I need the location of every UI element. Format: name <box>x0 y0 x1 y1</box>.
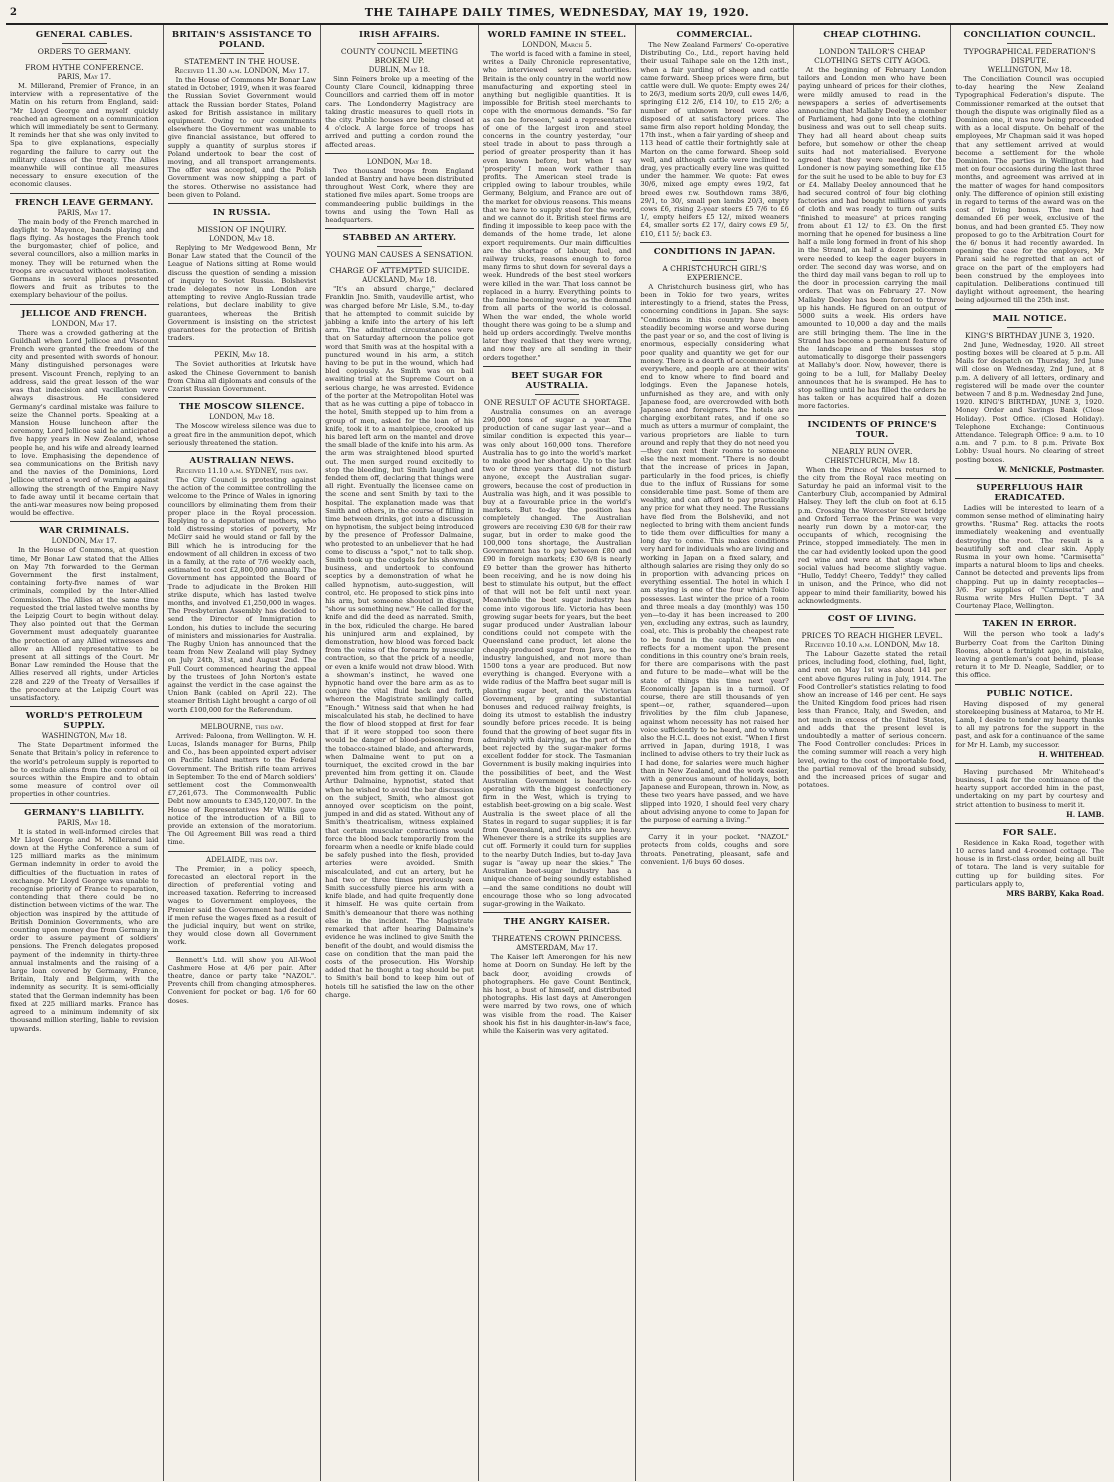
article-headline: WORLD FAMINE IN STEEL. <box>487 30 627 40</box>
article-body: Having purchased Mr Whitehead's business, I ask for the continuance of the hearty support accorded him in the past, undertaking on my part by courtesy and strict attention to business to merit it. <box>955 767 1105 809</box>
article-body: Carry it in your pocket. "NAZOL" protects from colds, coughs and sore throats. Penetrating, pleasant, safe and convenient. 1/6 buys 60 doses. <box>640 833 789 866</box>
article-body: Australia consumes on an average 290,000 tons of sugar a year. The production of cane sugar last year—and a similar condition is expected this year—was only about 160,000 tons. Therefore Australia has to go into the world's market to make good her shortage. Up to the last two or three years that did not disturb anyone, except the Australian sugar-growers, because the cost of production in Australia was high, and it was possible to buy at a favourable price in the world's markets. But to-day the position has completely changed. The Australian growers are receiving £30 6/8 for their raw sugar, but in order to make good the 100,000 tons shortage, the Australian Government has to pay between £80 and £90 in foreign markets; £30 6/8 is nearly £9 better than the grower has hitherto been receiving, and he is now doing his best to stimulate his output, but the effect of that will not be felt until next year. Meanwhile the beet sugar industry has come into vigorous life. Victoria has been growing sugar beets for years, but the beet sugar produced under Australian labour conditions could not compete with the Queensland cane product, let alone the cheaply-produced sugar from Java, so the industry languished, and not more than 1500 tons a year are produced. But now everything is changed. Everyone with a wide radius of the Maffra beet sugar mill is planting sugar beet, and the Victorian Government, by granting substantial bonuses and reduced railway freights, is doing its utmost to establish the industry soundly before prices recede. It is being found that the growing of beet sugar fits in admirably with dairying, as the part of the beet rejected by the sugar-maker forms excellent fodder for stock. The Tasmanian Government is busily making inquiries into the possibilities of beet, and the West Australian Government is heartily co-operating with the biggest confectionery firm in the West, which is trying to establish beet-growing on a big scale. West Australia is the sweet place of all the States in regard to sugar supplies; it is far from Queensland, and freights are heavy. Whenever there is a strike its supplies are cut off. Formerly it could turn for supplies to the nearby Dutch Indies, but to-day Java sugar is "away up near the skies." The Australian beet-sugar industry has a unique chance of being soundly established—and the same conditions no doubt will encourage those who so long advocated sugar-growing in the Waikato. <box>482 407 632 908</box>
headline-rule <box>850 443 895 444</box>
article-dateline: DUBLIN, May 18. <box>368 66 431 74</box>
column-1 <box>6 25 164 1481</box>
article-headline: BRITAIN'S ASSISTANCE TO POLAND. <box>171 30 312 50</box>
article <box>955 619 1104 679</box>
article <box>955 314 1104 474</box>
column-6 <box>794 25 952 1481</box>
headline-rule <box>220 53 265 54</box>
article-separator <box>640 828 789 829</box>
article <box>798 30 947 411</box>
article <box>10 198 159 300</box>
article <box>483 30 632 362</box>
column-3 <box>321 25 479 1481</box>
article <box>483 371 632 908</box>
article-dateline: Received 11.10 a.m. SYDNEY, this day. <box>175 466 308 475</box>
article-headline: IRISH AFFAIRS. <box>358 30 440 40</box>
article-body: The State Department informed the Senate that Britain's policy in reference to the world's petroleum supply is reported to be to exclude aliens from the control of oil sources within the Empire and to obtain some measure of control over oil properties in other countries. <box>10 741 159 799</box>
article-headline: THE ANGRY KAISER. <box>503 917 611 928</box>
article-headline: COMMERCIAL. <box>676 30 753 40</box>
article-headline: AUSTRALIAN NEWS. <box>189 455 295 466</box>
column-7 <box>951 25 1108 1481</box>
article <box>955 828 1104 898</box>
article <box>168 723 317 847</box>
article-headline: BEET SUGAR FOR AUSTRALIA. <box>511 370 603 391</box>
article-headline: IN RUSSIA. <box>212 208 271 219</box>
article <box>640 30 789 238</box>
article-headline: TAKEN IN ERROR. <box>982 619 1077 630</box>
headline-rule <box>377 246 422 247</box>
article <box>798 614 947 789</box>
article-separator <box>955 684 1104 685</box>
article-body: 2nd June, Wednesday, 1920. All street posting boxes will be cleared at 5 p.m. All Mails for despatch on Thursday, 3rd June will close on Wednesday, 2nd June, at 8 p.m. A delivery of all letters, ordinary and registered will be made over the counter between 7 and 8 p.m. Wednesday 2nd June, 1920. KING'S BIRTHDAY, JUNE 3, 1920. Money Order and Savings Bank (Close Holiday). Post Office. (Closed Holiday). Telephone Exchange: Continuous Attendance. Telegraph Office: 9 a.m. to 10 a.m. and 7 p.m. to 8 p.m. Private Box Lobby: Usual hours. No clearing of street posting boxes. <box>955 340 1105 464</box>
article-separator <box>168 851 317 852</box>
article-body: Ladies will be interested to learn of a common sense method of eliminating hairy growths. "Rusma" Reg. attacks the roots immediately weakening and eventually destroying the root. The result is a beautifully soft and clear skin. Apply Rusma in your own home. "Carmisetta" imparts a natural bloom to lips and cheeks. Cannot be detected and prevents lips from chapping. Put up in dainty receptacles—3/6. For supplies of "Carmisetta" and Rusma write Mrs Hullen Dept. T 3A Courtenay Place, Wellington. <box>955 503 1105 611</box>
headline-rule <box>850 627 895 628</box>
article-subheadline: TYPOGRAPHICAL FEDERATION'S DISPUTE. <box>963 47 1096 65</box>
article <box>10 808 159 1033</box>
article-body: The Conciliation Council was occupied to-day hearing the New Zealand Typographical Federation's dispute. The Commissioner remarked at the outset that though the dispute was originally filed as a Dominion one, it was now being proceeded with as a local dispute. On behalf of the employees, Mr Chapman said it was hoped that any settlement arrived at would become a settlement for the whole Dominion. The parties in Wellington had met on four occasions during the last three months, and agreement was arrived at in the matter of wages for hand compositors only. The difference of opinion still existing in regard to terms of the award was on the cost of living bonus. The men had demanded £6 per week, exclusive of the bonus, and had been granted £5. They now proposed to go to the Arbitration Court for the 6/ bonus it had recently awarded. In opening the case for the employers, Mr Parani said he regretted that an act of grace on the part of the employers had been construed by the employees into capitulation. Deliberations continued till daylight without agreement, the hearing being adjourned till the 25th inst. <box>955 75 1105 305</box>
article-dateline: LONDON, May 18. <box>209 235 275 244</box>
article-headline: CHEAP CLOTHING. <box>823 30 922 40</box>
article-headline: CONDITIONS IN JAPAN. <box>653 246 776 257</box>
headline-rule <box>535 394 580 395</box>
article-headline: PUBLIC NOTICE. <box>986 688 1074 699</box>
article <box>325 158 474 224</box>
article-separator <box>798 609 947 610</box>
article-body: It is stated in well-informed circles that Mr Lloyd George and M. Millerand laid down at the Hythe Conference a sum of 125 milliard marks as the minimum German indemnity in order to avoid the difficulties of the fluctuation in rates of exchange. Mr Lloyd George was unable to recognise priority of France to reparation, contending that there could be no distinction between victims of the war. The objection was inspired by the attitude of British Dominion Governments, who are counting upon money due from Germany in order to assure payment of soldiers' pensions. The French delegates proposed payment of the indemnity in thirty-three annual instalments and the raising of a large loan covered by Germany, France, Britain, Italy and Belgium, with the indemnity as security. It is semi-officially stated that the German indemnity has been fixed at 225 milliard marks. France has agreed to a minimum indemnity of six thousand million sterling, liable to revision upwards. <box>10 827 159 1033</box>
article-subheadline: ORDERS TO GERMANY. <box>37 47 131 56</box>
column-2 <box>164 25 322 1481</box>
article-separator <box>955 614 1104 615</box>
article-subheadline: CHARGE OF ATTEMPTED SUICIDE. <box>329 266 470 276</box>
article <box>10 526 159 702</box>
article-separator <box>10 193 159 194</box>
article-dateline: PARIS, May 17. <box>57 208 111 217</box>
article-separator <box>10 706 159 707</box>
headline-rule <box>535 930 580 931</box>
article-separator <box>483 366 632 367</box>
article-separator <box>168 451 317 452</box>
article-subheadline: YOUNG MAN CAUSES A SENSATION. <box>325 250 474 260</box>
article-separator <box>10 521 159 522</box>
article-dateline: LONDON, March 5. <box>522 41 592 49</box>
article-dateline: Received 11.30 a.m. LONDON, May 17. <box>174 67 310 75</box>
article-body: Replying to Mr Wedgewood Benn, Mr Bonar Law stated that the Council of the League of Nations sitting at Rome would discuss the question of sending a mission of inquiry to Soviet Russia. Bolshevist trade delegates now in London are attempting to revive Anglo-Russian trade relations, but declare inability to give guarantees, whereas the British Government is insisting on the strictest guarantees for the protection of British traders. <box>167 244 317 343</box>
article-separator <box>325 153 474 154</box>
article <box>483 917 632 1035</box>
article-dateline: Received 10.10 a.m. LONDON, May 18. <box>804 640 940 649</box>
article-body: There was a crowded gathering at the Guildhall when Lord Jellicoe and Viscount French were granted the freedom of the city and presented with swords of honour. Many distinguished personages were present. Viscount French, replying to an address, said the great lesson of the war was that indecision and vacillation were always disastrous. He considered Germany's cardinal mistake was failure to seize the Channel ports. Speaking at a Mansion House luncheon after the ceremony, Lord Jellicoe said he anticipated five happy years in New Zealand, whose people he, and his wife and already learned to love. Emphasising the dependence of sea communications on the British navy and the navies of the Dominions, Lord Jellicoe uttered a word of warning against allowing the strength of the Empire Navy to fade away until it became certain that the anti-war measures now being proposed would be effective. <box>10 328 159 518</box>
article <box>10 309 159 518</box>
masthead-title: THE TAIHAPE DAILY TIMES, WEDNESDAY, MAY 19, 1920. <box>364 6 750 19</box>
article-dateline: LONDON, May 18. <box>209 413 275 422</box>
article <box>168 351 317 393</box>
page-number: 2 <box>10 7 18 18</box>
article-subheadline: COUNTY COUNCIL MEETING BROKEN UP. <box>340 47 458 65</box>
article-headline: GERMANY'S LIABILITY. <box>24 807 145 818</box>
headline-rule <box>62 43 107 44</box>
article-separator <box>955 478 1104 479</box>
article-headline: COST OF LIVING. <box>827 613 917 624</box>
article <box>955 30 1104 305</box>
article-body: Arrived: Paloona, from Wellington. W. H. Lucas, Islands manager for Burns, Philp and Co., has been appointed expert adviser on Pacific Island matters to the Federal Government. The British rifle team arrives in September. To the end of March soldiers' settlement cost the Commonwealth £7,261,673. The Commonwealth Public Debt now amounts to £345,120,007. In the House of Representatives Mr Willis gave notice of the introduction of a Bill to provide an extension of the moratorium. The Oil Agreement Bill was read a third time. <box>167 731 317 847</box>
article-dateline: PARIS, May 18. <box>57 818 111 827</box>
article-separator <box>168 718 317 719</box>
article <box>955 768 1104 819</box>
article-subheadline: LONDON TAILOR'S CHEAP CLOTHING SETS CITY AGOG. <box>814 47 931 65</box>
columns-container <box>6 25 1108 1481</box>
article-subheadline: FROM HYTHE CONFERENCE. <box>25 63 144 72</box>
article-body: The Premier, in a policy speech, forecasted an electoral report in the direction of preferential voting and increased taxation. Referring to increased wages to Government employees, the Premier said the Government had decided if men refuse the wages fixed as a result of the judicial inquiry, but went on strike, they would close down all Government work. <box>167 864 317 947</box>
article-signature: MRS BARBY, Kaka Road. <box>1006 889 1105 899</box>
headline-rule <box>377 262 422 263</box>
article-headline: MAIL NOTICE. <box>992 313 1067 324</box>
article-dateline: MELBOURNE, this day. <box>200 722 284 731</box>
article-headline: CONCILIATION COUNCIL. <box>963 30 1097 40</box>
article <box>168 856 317 947</box>
article-body: The Labour Gazette stated the retail prices, including food, clothing, fuel, light, and rent on May 1st was about 141 per cent above figures ruling in July, 1914. The Food Controller's statistics relating to food show an increase of 146 per cent. He says the United Kingdom food prices had risen less than France, Italy, and Sweden, and not much in excess of the United States, and adds that the present level is undoubtedly a matter of serious concern. The Food Controller concludes: Prices in the coming summer will reach a very high level, owing to the cost of importable food, the partial removal of the bread subsidy, and the increased prices of sugar and potatoes. <box>797 649 947 790</box>
article-headline: SUPERFLUOUS HAIR ERADICATED. <box>976 482 1084 503</box>
article-dateline: LONDON, May 17. <box>51 537 117 546</box>
article-signature: H. WHITEHEAD. <box>1038 749 1105 759</box>
article <box>640 833 789 866</box>
article-body: Will the person who took a lady's Burberry Coat from the Carlton Dining Rooms, about a fortnight ago, in mistake, leaving a gentleman's coat behind, please return it to Mr D. Neagle, Saddler, or to this office. <box>955 630 1105 680</box>
article <box>168 956 317 1005</box>
article-separator <box>955 823 1104 824</box>
article-separator <box>168 346 317 347</box>
article-subheadline: PRICES TO REACH HIGHER LEVEL. <box>801 630 943 640</box>
headline-rule <box>377 43 422 44</box>
column-5 <box>636 25 794 1481</box>
article-dateline: AMSTERDAM, May 17. <box>516 944 598 953</box>
article-body: At the beginning of February London tailors and London men who have been paying unheard of prices for their clothes, were mildly amused to read in the newspapers a series of advertisements announcing that Mallaby Deeley, a member of Parliament, had gone into the clothing business and was out to sell cheap suits. They had all heard about cheap suits before, but somehow or other the cheap suits had not materialised. Everyone agreed that they were needed, for the Londoner is now paying something like £15 for the suit he used to be able to buy for £3 or £4. Mallaby Deeley announced that he had secured control of four big clothing factories and had bought millions of yards of cloth and was ready to turn out suits "finished to measure" at prices ranging from about £1 12/ to £3. On the first morning that he opened for business a line half a mile long formed in front of his shop in the Strand, an half a dozen policemen were needed to keep the eager buyers in order. The second day was worse, and on the third day mail vans began to roll up to the door in procession carrying the mail orders. That was on February 27. Now Mallaby Deeley has been forced to throw up his hands. He figured on an output of 5000 suits a week. His orders have amounted to 10,000 a day and the mails are still bringing them. The line in the Strand has become a permanent feature of the landscape and the busses stop automatically to disgorge their passengers at Mallaby's door. Now, however, there is going to be a lull, for Mallaby Deeley announces that he is swamped. He has to stop selling until he has filled the orders he has taken or has acquired half a dozen more factories. <box>797 66 947 411</box>
article-dateline: LONDON, May 18. <box>366 157 433 166</box>
article-body: Bennett's Ltd. will show you All-Wool Cashmere Hose at 4/6 per pair. After theatre, dance or party take "NAZOL". Prevents chill from changing atmospheres. Convenient for pocket or bag. 1/6 for 60 doses. <box>167 955 317 1005</box>
article-body: Residence in Kaka Road, together with 10 acres land and 4-roomed cottage. The house is in first-class order, being all built of totara. The land is very suitable for cutting up for building sites. For particulars apply to, <box>955 838 1105 888</box>
article-headline: FRENCH LEAVE GERMANY. <box>15 197 154 208</box>
article-subheadline: MISSION OF INQUIRY. <box>197 225 287 235</box>
article-headline: INCIDENTS OF PRINCE'S TOUR. <box>807 419 937 440</box>
article-headline: STABBED AN ARTERY. <box>342 233 457 244</box>
article-separator <box>483 912 632 913</box>
headline-rule <box>1007 43 1052 44</box>
article <box>955 483 1104 611</box>
article-separator <box>325 228 474 229</box>
article-separator <box>168 203 317 204</box>
article-signature: W. McNICKLE, Postmaster. <box>997 464 1105 474</box>
article-body: The world is faced with a famine in steel, writes a Daily Chronicle representative, who interviewed several authorities. Britain is the only country in the world now manufacturing and exporting steel in anything but negligible quantities. It is impossible for British steel merchants to cope with the enormous demands. "So far as can be foreseen," said a representative of one of the largest iron and steel concerns in the country yesterday, "our steel trade in about to pass through a period of greater prosperity than it has even known before, but when I say 'prosperity' I mean work rather than profits. The American steel trade is crippled owing to labour troubles, while Germany, Belgium, and France are out of the market for obvious reasons. This means that we have to supply steel for the world, and we cannot do it. British steel firms are finding it impossible to keep pace with the demands of the home trade, let alone export requirements. Our main difficulties are the shortage of labour, fuel, and railway trucks, reasons enough to force many firms to shut down for several days a week. Hundreds of the best steel workers were killed in the war. That loss cannot be replaced in a hurry. Everything points to the famine becoming worse, as the demand from all parts of the world is colossal. When the war ended, the whole world thought there was going to be a slump and held up orders accordingly. Twelve months later they realised that they were wrong, and now they are all sending in their orders together." <box>482 50 632 362</box>
article-body: The Soviet authorities at Irkutsk have asked the Chinese Government to banish from China all diplomats and consuls of the Czarist Russian Government. <box>167 360 317 394</box>
article-body: A Christchurch business girl, who has been in Tokio for two years, writes interestingly to a friend, states the Press, concerning conditions in Japan. She says: "Conditions in this country have been steadily becoming worse and worse during the past year or so, and the cost of living is enormous, especially considering what poor quality and quantity we get for our money. There is a dearth of accommodation everywhere, and people are at their wits' end to know where to find board and lodgings. Even the Japanese hotels, unfurnished as they are, and with only Japanese food, are overcrowded with both Japanese and foreigners. The hotels are charging exorbitant rates, and if one so much as utters a murmur of complaint, the various proprietors are liable to turn around and reply that they do not need you—they can rent their rooms to someone else the next moment. "There is no doubt that the increase of prices in Japan, particularly in the food prices, is chiefly due to the influx of Russians for some considerable time past. Some of them are wealthy, and can afford to pay practically any price for what they need. The Russians have fled from the Bolsheviki, and not neglected to bring with them ancient funds to tide them over difficulties for many a long day to come. This makes conditions very hard for individuals who are living and working in Japan on a fixed salary, and although salaries are rising they only do so in proportion with advancing prices on everything essential. The hotel in which I am staying is one of the four which Tokio possesses. Last winter the price of a room and three meals a day (monthly) was 150 yen—to-day it has been increased to 200 yen, excluding any extras, such as laundry, coal, etc. This is probably the cheapest rate to be found in the capital. "When one reflects for a moment upon the present conditions in this country one's brain reels, for there are comparisons with the past and future to be made—what will be the state of things this time next year? Economically Japan is in a turmoil. Of course, there are still thousands of yen spent—or, rather, squandered—upon frivolities by the film club Japanese, against whom necessity has not raised her voice sufficiently to be heard, and to whom also the H.C.L. does not exist. "When I first arrived in Japan, during 1918, I was inclined to advise others to try their luck as I had done, for salaries were much higher than in New Zealand, and the work easier, with a generous amount of holidays, both Japanese and European, thrown in. Now, as these two years have passed, and we have slipped into 1920, I should feel very chary about advising anyone to come to Japan for the purpose of earning a living." <box>640 282 789 825</box>
article-headline: THE MOSCOW SILENCE. <box>179 402 305 413</box>
article-separator <box>10 304 159 305</box>
article-body: In the House of Commons, at question time, Mr Bonar Law stated that the Allies on May 7th forwarded to the German Government the first instalment, containing forty-five names of war criminals, compiled by the Inter-Allied Commission. The Allies at the same time requested the trial lasted twelve months by the Leipzig Court to begin without delay. They also pointed out that the German Government must adequately guarantee the protection of any Allied witnesses and allow an Allied representative to be present at all sittings of the Court. Mr Bonar Law reminded the House that the Allies reserved all rights, under Articles 228 and 229 of the Treaty of Versailles if the procedure at the Leipzig Court was unsatisfactory. <box>10 546 159 702</box>
article-separator <box>10 803 159 804</box>
article-dateline: PEKIN, May 18. <box>214 351 270 360</box>
headline-rule <box>692 260 737 261</box>
article-separator <box>955 309 1104 310</box>
article-dateline: AUCKLAND, May 18. <box>362 276 437 285</box>
column-4 <box>479 25 637 1481</box>
article-dateline: LONDON, May 17. <box>51 319 117 328</box>
article <box>955 689 1104 759</box>
article-headline: WAR CRIMINALS. <box>39 526 130 537</box>
article-separator <box>640 242 789 243</box>
article <box>168 402 317 447</box>
article-separator <box>798 415 947 416</box>
article-subheadline: ONE RESULT OF ACUTE SHORTAGE. <box>483 397 631 407</box>
article-subheadline: STATEMENT IN THE HOUSE. <box>184 57 300 66</box>
article-separator <box>955 763 1104 764</box>
headline-rule <box>1007 327 1052 328</box>
article-dateline: CHRISTCHURCH, May 18. <box>824 456 920 465</box>
article-dateline: WASHINGTON, May 18. <box>41 732 127 741</box>
article-body: The City Council is protesting against the action of the committee controlling the welcome to the Prince of Wales in ignoring councillors by eliminating them from their proper place in the Royal procession. Replying to a deputation of mothers, who told distressing stories of poverty, Mr McGirr said he would stand or fall by the Bill which he is introducing for the endowment of all children in excess of two in a family, at the rate of 7/6 weekly each, estimated to cost £2,800,000 annually. The Government has appointed the Board of Trade to adjudicate in the Broken Hill strike dispute, which has lasted twelve months, and involved £1,250,000 in wages. The Presbyterian Assembly has decided to send the Director of Immigration to London, his duties to include the securing of ministers and missionaries for Australia. The Rugby Union has announced that the team from New Zealand will play Sydney on July 24th, 31st, and August 2nd. The Full Court commenced hearing the appeal by the trustees of John Norton's estate against the verdict in the case against the Union Bank (cabled on April 22). The steamer British Light brought a cargo of oil worth £100,000 for the Referendum. <box>167 475 317 714</box>
article-headline: FOR SALE. <box>1002 827 1057 838</box>
article-subheadline: NEARLY RUN OVER. <box>831 446 913 456</box>
article-body: Having disposed of my general storekeeping business at Mataroa, to Mr H. Lamb, I desire to tender my hearty thanks to all my patrons for the support in the past, and ask for a continuance of the same for Mr H. Lamb, my successor. <box>955 699 1105 749</box>
article-headline: GENERAL CABLES. <box>35 30 133 40</box>
headline-rule <box>850 43 895 44</box>
article-signature: H. LAMB. <box>1066 809 1105 819</box>
article-body: Two thousand troops from England landed at Bantry and have been distributed throughout West Cork, where they are stationed five miles apart. Some troops are commandeering public buildings in the towns and using the Town Hall as headquarters. <box>325 166 474 225</box>
article-body: The Kaiser left Amerongen for his new home at Doorn on Sunday. He left by the back door, avoiding crowds of photographers. He gave Count Bentinck, his host, a bust of himself, and distributed photographs. His last days at Amerongen were marred by two rows, one of which was visible from the road. The Kaiser shook his fist in his daughter-in-law's face, while the Kaiserin was very agitated. <box>482 953 632 1035</box>
article-headline: JELLICOE AND FRENCH. <box>21 308 148 319</box>
article <box>168 208 317 342</box>
article-body: When the Prince of Wales returned to the city from the Royal race meeting on Saturday he paid an informal visit to the Canterbury Club, accompanied by Admiral Halsey. They left the club on foot at 6.15 p.m. Crossing the Worcester Street bridge and Oxford Terrace the Prince was very nearly run down by a motor-car, the occupants of which, recognising the Prince, stopped immediately. The men in the car had evidently looked upon the good red wine and were at that stage when social values had become slightly vague. "Hullo, Teddy! Cheero, Teddy!" they called in unison, and the Prince, who did not appear to mind their familiarity, bowed his acknowledgments. <box>797 465 947 605</box>
article <box>10 30 159 189</box>
article <box>640 247 789 824</box>
article <box>10 711 159 798</box>
article-body: The New Zealand Farmers' Co-operative Distributing Co., Ltd., report having held their usual Taihape sale on the 12th inst., when a fair yarding of sheep and cattle came forward. Sheep prices were firm, but cattle were dull. We quote: Empty ewes 24/ to 26/3, medium sorts 20/9, cull ewes 14/6, springing £12 2/6, £14 10/, to £15 2/6; a number of unknown breed were also disposed of at satisfactory prices. The same firm also report holding Monday, the 17th inst., when a fair yarding of sheep and 113 head of cattle their fortnightly sale at Marton on the came forward. Sheep sold well, and although cattle were inclined to drag, yes practically every line was quitted under the hammer. We quote: Fat ewes 30/6, mixed age empty ewes 19/2, fat breed ewes r.w. Southdown rams 38/6, 29/1, to 30/, small pen lambs 20/3, empty cows £6, rising 2-year steers £5 7/6 to £6 1/, empty heifers £5 12/, mixed weaners £4, smaller sorts £2 17/, dairy cows £9 5/, £10, £11 5/; back £3. <box>640 41 789 238</box>
article-dateline: PARIS, May 17. <box>57 73 111 81</box>
headline-rule <box>62 59 107 60</box>
article-body: Sinn Feiners broke up a meeting of the County Clare Council, kidnapping three Councillors and carried them off in motor cars. The Londonderry Magistracy are taking drastic measures to quell riots in the city. Public houses are being closed at 4 o'clock. A large force of troops has arrived and putting a cordon round the affected areas. <box>325 75 474 149</box>
article <box>798 420 947 605</box>
headline-rule <box>220 221 265 222</box>
article-dateline: WELLINGTON, May 18. <box>987 66 1072 74</box>
article-subheadline: A CHRISTCHURCH GIRL'S EXPERIENCE. <box>662 263 767 282</box>
article-headline: WORLD'S PETROLEUM SUPPLY. <box>25 711 143 732</box>
article-separator <box>168 951 317 952</box>
article <box>325 233 474 999</box>
article-subheadline: KING'S BIRTHDAY JUNE 3, 1920. <box>965 330 1095 340</box>
article-body: In the House of Commons Mr Bonar Law stated in October, 1919, when it was feared the Russian Soviet Government would attack the Russian border States, Poland asked for British assistance in military equipment. Owing to our commitments elsewhere the Government was unable to give financial assistance, but offered to supply a quantity of surplus stores if Poland undertook to bear the cost of moving, and all transport arrangements. The offer was accepted, and the Polish Government was now shipping a part of the stores. Otherwise no assistance had been given to Poland. <box>167 76 317 199</box>
article-dateline: ADELAIDE, this day. <box>206 855 278 864</box>
article-body: "It's an absurd charge," declared Franklin Jno. Smith, vaudeville artist, who was charged before Mr Lisle, S.M., to-day that he attempted to commit suicide by jabbing a knife into the artery of his left arm. The admitted circumstances were that on Saturday afternoon the police got word that Smith was at the hospital with a punctured wound in his arm, a stitch having to be put in the wound, which had bled copiously. As Smith was on bail awaiting trial at the Supreme Court on a serious charge, he was arrested. Evidence of the porter at the Metropolitan Hotel was that as he was cutting a pipe of tobacco in the hotel, Smith stepped up to him from a group of men, asked for the loan of his knife, took it to a mantelpiece, crooked up his bared left arm on the mantel and drove the small blade of the knife into his arm. As the arm was straightened blood spurted out. The men surged round excitedly to stop the bleeding, but Smith laughed and fended them off, declaring that things were all right. Eventually the licensee came on the scene and sent Smith by taxi to the hospital. The explanation made was that Smith and others, in the course of filling in time between drinks, got into a discussion on hypnotism, the subject being introduced by the presence of Professor Dalmaine, who protested to an unbeliever that he had come to discuss a "spot," not to talk shop. Smith took up the cudgels for his showman business, and undertook to confound sceptics by a demonstration of what he called hypnotism, auto-suggestion, will control, etc. He proposed to stick pins into his arm, but someone shouted in disgust, "show us something new." He called for the knife and did the deed as narrated. Smith, in the box, ridiculed the charge. He bared his uninjured arm and explained, by demonstration, how blood was forced back from the veins of the forearm by muscular contraction, so that the prick of a needle, or even a knife would not draw blood. With a showman's instinct, he waved one hypnotic hand over the bare arm as as to conjure the vital fluid back and forth, whereon the Magistrate smilingly called "Enough." Witness said that when he had miscalculated his stab, he declined to have the flow of blood stopped at first for fear that if it were stopped too soon there would be danger of blood-poisoning from the tobacco-stained blade, and afterwards, when Dalmaine went to put on a tourniquet, the excited crowd in the bar prevented him from getting it on. Claude Arthur Dalmaine, hypnotist, stated that when he wished to avoid the bar discussion on the subject, Smith, who almost got annoyed over scepticism on the point, jumped in and did as stated. Without any of Smith's theatricalism, witness explained that certain muscular contractions would force the blood back temporarily from the forearm when a needle or knife blade could be safely pushed into the flesh, provided arteries were avoided. Smith miscalculated, and cut an artery, but he had two or three times previously seen Smith successfully pierce his arm with a knife blade, and had quite frequently done it himself. He was quite certain from Smith's demeanour that there was nothing else in the incident. The Magistrate remarked that after hearing Dalmaine's evidence he was inclined to give Smith the benefit of the doubt, and would dismiss the case on condition that the man paid the costs of the prosecution. His Worship added that he thought a tag should be put to Smith's bail bond to keep him out of hotels till he satisfied the law on the other charge. <box>325 285 474 999</box>
masthead <box>6 4 1108 25</box>
article-body: M. Millerand, Premier of France, in an interview with a representative of the Matin on his return from England, said: "Mr Lloyd George and myself quickly reached an agreement on a communication which will immediately be sent to Germany. It reminds her that she was only invited to Spa to give explanations, especially regarding the failure to carry out the military clauses of the treaty. The Allies meanwhile will continue all measures necessary to ensure execution of the economic clauses. <box>10 82 159 189</box>
article <box>168 30 317 199</box>
article <box>168 456 317 714</box>
article-subheadline: THREATENS CROWN PRINCESS. <box>491 934 623 944</box>
article-separator <box>168 397 317 398</box>
article <box>325 30 474 149</box>
article-body: The Moscow wireless silence was due to a great fire in the ammunition depot, which seriously threatened the station. <box>167 422 317 447</box>
article-body: The main body of the French marched in daylight to Mayence, bands playing and flags flying. As hostages the French took the burgomaster, chief of police, and several councillors, also a million marks in money. They will be returned when the troops are evacuated without molestation. Germans in several places presented flowers and fruit as tributes to the exemplary behaviour of the poilus. <box>10 217 159 300</box>
